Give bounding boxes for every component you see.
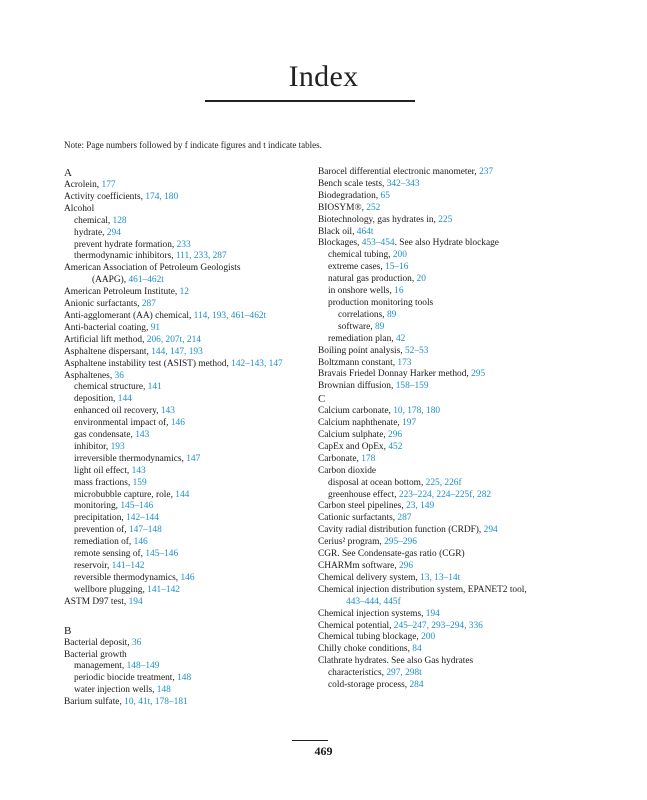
page-link[interactable]: 146: [170, 418, 185, 429]
index-term: Black oil,: [318, 226, 357, 237]
index-term: irreversible thermodynamics,: [74, 453, 187, 464]
page-link[interactable]: 197: [402, 418, 417, 429]
page-link[interactable]: 15–16: [385, 262, 409, 273]
page-link[interactable]: 91: [150, 322, 161, 333]
index-term: Biotechnology, gas hydrates in,: [318, 214, 439, 225]
index-entry: [318, 298, 593, 310]
index-entry: [318, 167, 593, 179]
index-entry: [318, 238, 593, 250]
index-entry: [64, 685, 304, 697]
index-entry: [318, 668, 593, 680]
index-entry: [64, 418, 304, 430]
index-term: Carbon steel pipelines,: [318, 501, 407, 512]
page-link[interactable]: 173: [397, 357, 412, 368]
index-entry: [318, 478, 593, 490]
page-link[interactable]: 89: [386, 309, 397, 320]
index-term: Barium sulfate,: [64, 697, 125, 708]
page-link[interactable]: 452: [388, 441, 403, 452]
index-term: Acrolein,: [64, 180, 102, 190]
page-link[interactable]: 159: [132, 477, 147, 488]
index-term: microbubble capture, role,: [74, 489, 176, 500]
page-link[interactable]: 10, 178, 180: [393, 406, 441, 417]
index-term: BIOSYM®,: [318, 202, 367, 213]
index-term: Alcohol: [64, 203, 95, 214]
index-entry: [318, 442, 593, 454]
index-entry: [64, 406, 304, 418]
index-entry: [64, 537, 304, 549]
page-link[interactable]: 36: [114, 370, 124, 381]
index-entry: [64, 525, 304, 537]
page-link[interactable]: 297, 298t: [386, 668, 422, 679]
index-term: Chilly choke conditions,: [318, 644, 413, 655]
index-term: deposition,: [74, 394, 118, 405]
page-link[interactable]: 193: [110, 441, 125, 452]
page-link[interactable]: 206, 207t, 214: [146, 334, 201, 345]
index-entry: [64, 673, 304, 685]
index-term: Chemical injection systems,: [318, 608, 426, 619]
index-entry: [318, 656, 593, 668]
index-term: reversible thermodynamics,: [74, 572, 181, 583]
index-term: chemical tubing,: [328, 250, 393, 261]
page-link[interactable]: 294: [106, 227, 121, 238]
index-term: extreme cases,: [328, 262, 386, 273]
index-term: remediation plan,: [328, 333, 396, 344]
page-link[interactable]: 296: [388, 430, 403, 441]
index-term: characteristics,: [328, 668, 387, 679]
index-entry: [318, 525, 593, 537]
index-note: Note: Page numbers followed by f indicate figures and t indicate tables.: [64, 140, 322, 150]
page-link[interactable]: 20: [416, 274, 426, 285]
page-link[interactable]: 128: [112, 215, 127, 226]
index-term: light oil effect,: [74, 465, 132, 476]
index-entry: [64, 263, 304, 275]
index-column-right: [318, 167, 593, 692]
index-entry: [318, 621, 593, 633]
index-term: Chemical tubing blockage,: [318, 632, 422, 643]
page-link[interactable]: 245–247, 293–294, 336: [393, 620, 483, 631]
index-entry: [64, 650, 304, 662]
index-term: CapEx and OpEx,: [318, 441, 389, 452]
index-entry: [318, 262, 593, 274]
index-entry: [318, 501, 593, 513]
index-entry: [318, 227, 593, 239]
index-entry: [318, 215, 593, 227]
index-term: Calcium carbonate,: [318, 406, 394, 417]
page-link[interactable]: 23, 149: [406, 501, 435, 512]
index-term: Bench scale tests,: [318, 178, 387, 189]
index-term: Chemical potential,: [318, 620, 394, 631]
index-term: Clathrate hydrates. See also Gas hydrates: [318, 656, 474, 667]
index-term: hydrate,: [74, 227, 107, 238]
page-link[interactable]: 237: [479, 167, 494, 177]
index-term: Boltzmann constant,: [318, 357, 398, 368]
index-entry: [64, 454, 304, 466]
page-link[interactable]: 141–142: [111, 561, 145, 571]
index-entry: [64, 561, 304, 573]
index-term: Biodegradation,: [318, 190, 381, 201]
page-link[interactable]: 225, 226f: [425, 477, 462, 488]
page-title: Index: [288, 60, 359, 93]
index-term: Calcium sulphate,: [318, 430, 389, 441]
page-link[interactable]: 142–143, 147: [231, 358, 283, 369]
index-term: enhanced oil recovery,: [74, 406, 161, 417]
page-link[interactable]: 36: [131, 637, 142, 648]
index-term: Chemical injection distribution system, EPANET2 tool,: [318, 584, 527, 595]
page-link[interactable]: 147–148: [128, 525, 162, 536]
index-term: mass fractions,: [74, 477, 133, 488]
index-term: thermodynamic inhibitors,: [74, 251, 176, 262]
page-link[interactable]: 144: [117, 394, 132, 405]
index-entry: [318, 585, 593, 597]
page-link[interactable]: 233: [176, 239, 191, 250]
section-letter: B: [64, 624, 72, 637]
index-term: Anti-bacterial coating,: [64, 322, 151, 333]
page-link[interactable]: 16: [394, 286, 404, 297]
page-link[interactable]: 145–146: [145, 549, 179, 560]
index-entry: [64, 478, 304, 490]
page-link[interactable]: 342–343: [386, 178, 420, 189]
index-term: reservoir,: [74, 561, 112, 571]
index-term: Asphaltenes,: [64, 370, 115, 381]
index-term: (AAPG),: [92, 275, 129, 286]
page-link[interactable]: 148: [156, 685, 171, 696]
index-entry: [64, 287, 304, 299]
index-term: correlations,: [338, 309, 387, 320]
index-entry: [318, 644, 593, 656]
index-entry: [64, 638, 304, 650]
page-link[interactable]: 200: [392, 250, 407, 261]
index-term: Artificial lift method,: [64, 334, 147, 345]
index-entry: [318, 609, 593, 621]
index-entry: [64, 513, 304, 525]
index-entry: [64, 585, 304, 597]
page-link[interactable]: 144: [175, 489, 190, 500]
index-entry: [64, 466, 304, 478]
index-entry: [64, 490, 304, 502]
page-link[interactable]: 143: [131, 465, 146, 476]
page-link[interactable]: 177: [101, 180, 116, 190]
index-entry: [64, 382, 304, 394]
page-link[interactable]: 284: [409, 680, 424, 691]
index-entry: [64, 661, 304, 673]
index-term: prevention of,: [74, 525, 129, 536]
index-entry: [64, 347, 304, 359]
index-term: monitoring,: [74, 501, 121, 512]
index-term: wellbore plugging,: [74, 584, 148, 595]
index-entry: [318, 418, 593, 430]
index-term: chemical,: [74, 215, 113, 226]
page-link[interactable]: 194: [425, 608, 440, 619]
page-link[interactable]: 148–149: [126, 661, 160, 672]
index-term: Cationic surfactants,: [318, 513, 398, 524]
index-term: in onshore wells,: [328, 286, 395, 297]
index-entry: [318, 179, 593, 191]
page-link[interactable]: 158–159: [395, 381, 429, 392]
page-link[interactable]: 174, 180: [145, 191, 179, 202]
index-term: prevent hydrate formation,: [74, 239, 177, 250]
index-term: natural gas production,: [328, 274, 417, 285]
index-entry: [318, 466, 593, 478]
index-term: Cerius² program,: [318, 537, 385, 548]
page-link[interactable]: 84: [412, 644, 422, 655]
page-link[interactable]: 10, 41t, 178–181: [124, 697, 188, 708]
index-entry: [318, 549, 593, 561]
page-link[interactable]: 13, 13–14t: [420, 572, 461, 583]
index-entry: [318, 191, 593, 203]
index-term: Barocel differential electronic manometer,: [318, 167, 480, 177]
index-term: cold-storage process,: [328, 680, 410, 691]
index-entry: [64, 371, 304, 383]
page-number-rule: [292, 740, 328, 741]
index-term: Activity coefficients,: [64, 191, 146, 202]
index-term: greenhouse effect,: [328, 489, 399, 500]
index-entry: [64, 192, 304, 204]
page-link[interactable]: 461–462t: [128, 275, 164, 286]
index-term: Bacterial growth: [64, 649, 127, 660]
index-entry: [64, 275, 304, 287]
section-letter: A: [64, 167, 72, 179]
index-entry: [318, 573, 593, 585]
index-entry: [318, 632, 593, 644]
page-link[interactable]: 296: [398, 561, 414, 571]
index-entry: [64, 501, 304, 513]
index-entry: [318, 250, 593, 262]
page-link[interactable]: 223–224, 224–225f, 282: [398, 489, 492, 500]
index-entry: [64, 204, 304, 216]
index-entry: [318, 513, 593, 525]
index-entry: [318, 286, 593, 298]
index-entry: [64, 430, 304, 442]
page-link[interactable]: 200: [421, 632, 436, 643]
index-term: Carbon dioxide: [318, 465, 377, 476]
index-term: CHARMm software,: [318, 561, 399, 571]
section-letter: C: [318, 393, 326, 406]
index-entry: [318, 597, 593, 609]
index-entry: [64, 251, 304, 263]
page-link[interactable]: 89: [374, 321, 385, 332]
page-link[interactable]: 144, 147, 193: [151, 346, 203, 357]
index-term: CGR. See Condensate-gas ratio (CGR): [318, 549, 465, 560]
index-entry: [64, 549, 304, 561]
index-entry: [318, 203, 593, 215]
index-entry: [318, 369, 593, 381]
index-entry: [318, 454, 593, 466]
page-link[interactable]: 65: [380, 190, 390, 201]
page-link[interactable]: 287: [141, 299, 156, 310]
index-entry: [64, 299, 304, 311]
index-column-left: [64, 167, 304, 709]
page-link[interactable]: 42: [395, 333, 406, 344]
index-term: Brownian diffusion,: [318, 381, 396, 392]
page-link[interactable]: 464t: [356, 226, 374, 237]
page-link[interactable]: 147: [186, 453, 201, 464]
index-entry: [64, 573, 304, 585]
page-link[interactable]: 145–146: [120, 501, 154, 512]
see-also: . See also Hydrate blockage: [394, 238, 499, 249]
index-term: Chemical delivery system,: [318, 572, 421, 583]
index-entry: [64, 180, 304, 192]
index-entry: [64, 240, 304, 252]
index-term: Blockages,: [318, 238, 362, 249]
index-term: Carbonate,: [318, 453, 362, 464]
index-term: Bacterial deposit,: [64, 637, 132, 648]
page-link[interactable]: 143: [160, 406, 175, 417]
index-term: Anti-agglomerant (AA) chemical,: [64, 310, 194, 321]
index-entry: [64, 697, 304, 709]
index-term: management,: [74, 661, 127, 672]
index-entry: [318, 358, 593, 370]
index-term: American Petroleum Institute,: [64, 287, 180, 298]
index-entry: [318, 490, 593, 502]
index-entry: [318, 381, 593, 393]
index-term: Asphaltene dispersant,: [64, 346, 152, 357]
index-term: remediation of,: [74, 537, 134, 548]
index-term: Anionic surfactants,: [64, 299, 142, 310]
page-link[interactable]: 143: [135, 430, 150, 441]
page-number: 469: [314, 744, 333, 758]
index-entry: [318, 680, 593, 692]
index-term: Cavity radial distribution function (CRDF),: [318, 525, 484, 536]
page-link[interactable]: 141: [147, 382, 162, 393]
index-term: precipitation,: [74, 513, 127, 524]
index-term: Asphaltene instability test (ASIST) method,: [64, 358, 232, 369]
index-entry: [64, 335, 304, 347]
page-link[interactable]: 295–296: [384, 537, 417, 548]
index-term: Calcium naphthenate,: [318, 418, 403, 429]
page-link[interactable]: 142–144: [126, 513, 159, 524]
index-entry: [64, 359, 304, 371]
index-term: chemical structure,: [74, 382, 148, 393]
index-entry: [318, 274, 593, 286]
index-entry: [318, 406, 593, 418]
index-term: gas condensate,: [74, 430, 136, 441]
page-link[interactable]: 52–53: [404, 345, 429, 356]
index-term: remote sensing of,: [74, 549, 146, 560]
index-entry: [64, 228, 304, 240]
page-link[interactable]: 294: [483, 525, 498, 536]
index-term: ASTM D97 test,: [64, 596, 129, 607]
index-entry: [318, 561, 593, 573]
index-entry: [318, 537, 593, 549]
index-term: disposal at ocean bottom,: [328, 477, 426, 488]
page-link[interactable]: 295: [471, 369, 486, 380]
page-link[interactable]: 114, 193, 461–462t: [193, 310, 267, 321]
index-term: production monitoring tools: [328, 297, 434, 308]
page-link[interactable]: 287: [397, 513, 412, 524]
index-entry: [64, 323, 304, 335]
index-term: environmental impact of,: [74, 418, 171, 429]
page-link[interactable]: 225: [438, 214, 453, 225]
index-term: water injection wells,: [74, 685, 157, 696]
index-term: software,: [338, 321, 375, 332]
index-entry: [64, 442, 304, 454]
page-link[interactable]: 148: [177, 673, 192, 684]
page-link[interactable]: 12: [179, 287, 189, 298]
index-entry: [318, 310, 593, 322]
page-link[interactable]: 146: [180, 572, 195, 583]
index-term: periodic biocide treatment,: [74, 673, 178, 684]
index-entry: [318, 322, 593, 334]
page-link[interactable]: 453–454: [361, 238, 395, 249]
index-term: Boiling point analysis,: [318, 345, 405, 356]
page-link[interactable]: 178: [361, 453, 376, 464]
title-rule: [205, 100, 415, 102]
index-entry: [64, 597, 304, 609]
index-term: Bravais Friedel Donnay Harker method,: [318, 369, 472, 380]
index-entry: [318, 346, 593, 358]
index-entry: [64, 394, 304, 406]
index-entry: [64, 311, 304, 323]
page-link[interactable]: 194: [128, 596, 143, 607]
index-entry: [64, 216, 304, 228]
page-link[interactable]: 443–444, 445f: [346, 596, 401, 607]
index-entry: [318, 334, 593, 346]
index-term: inhibitor,: [74, 441, 111, 452]
index-term: American Association of Petroleum Geologists: [64, 263, 241, 274]
page-link[interactable]: 252: [366, 202, 381, 213]
page-link[interactable]: 146: [133, 537, 148, 548]
page-link[interactable]: 111, 233, 287: [175, 251, 227, 262]
page-link[interactable]: 141–142: [147, 584, 180, 595]
index-entry: [318, 430, 593, 442]
